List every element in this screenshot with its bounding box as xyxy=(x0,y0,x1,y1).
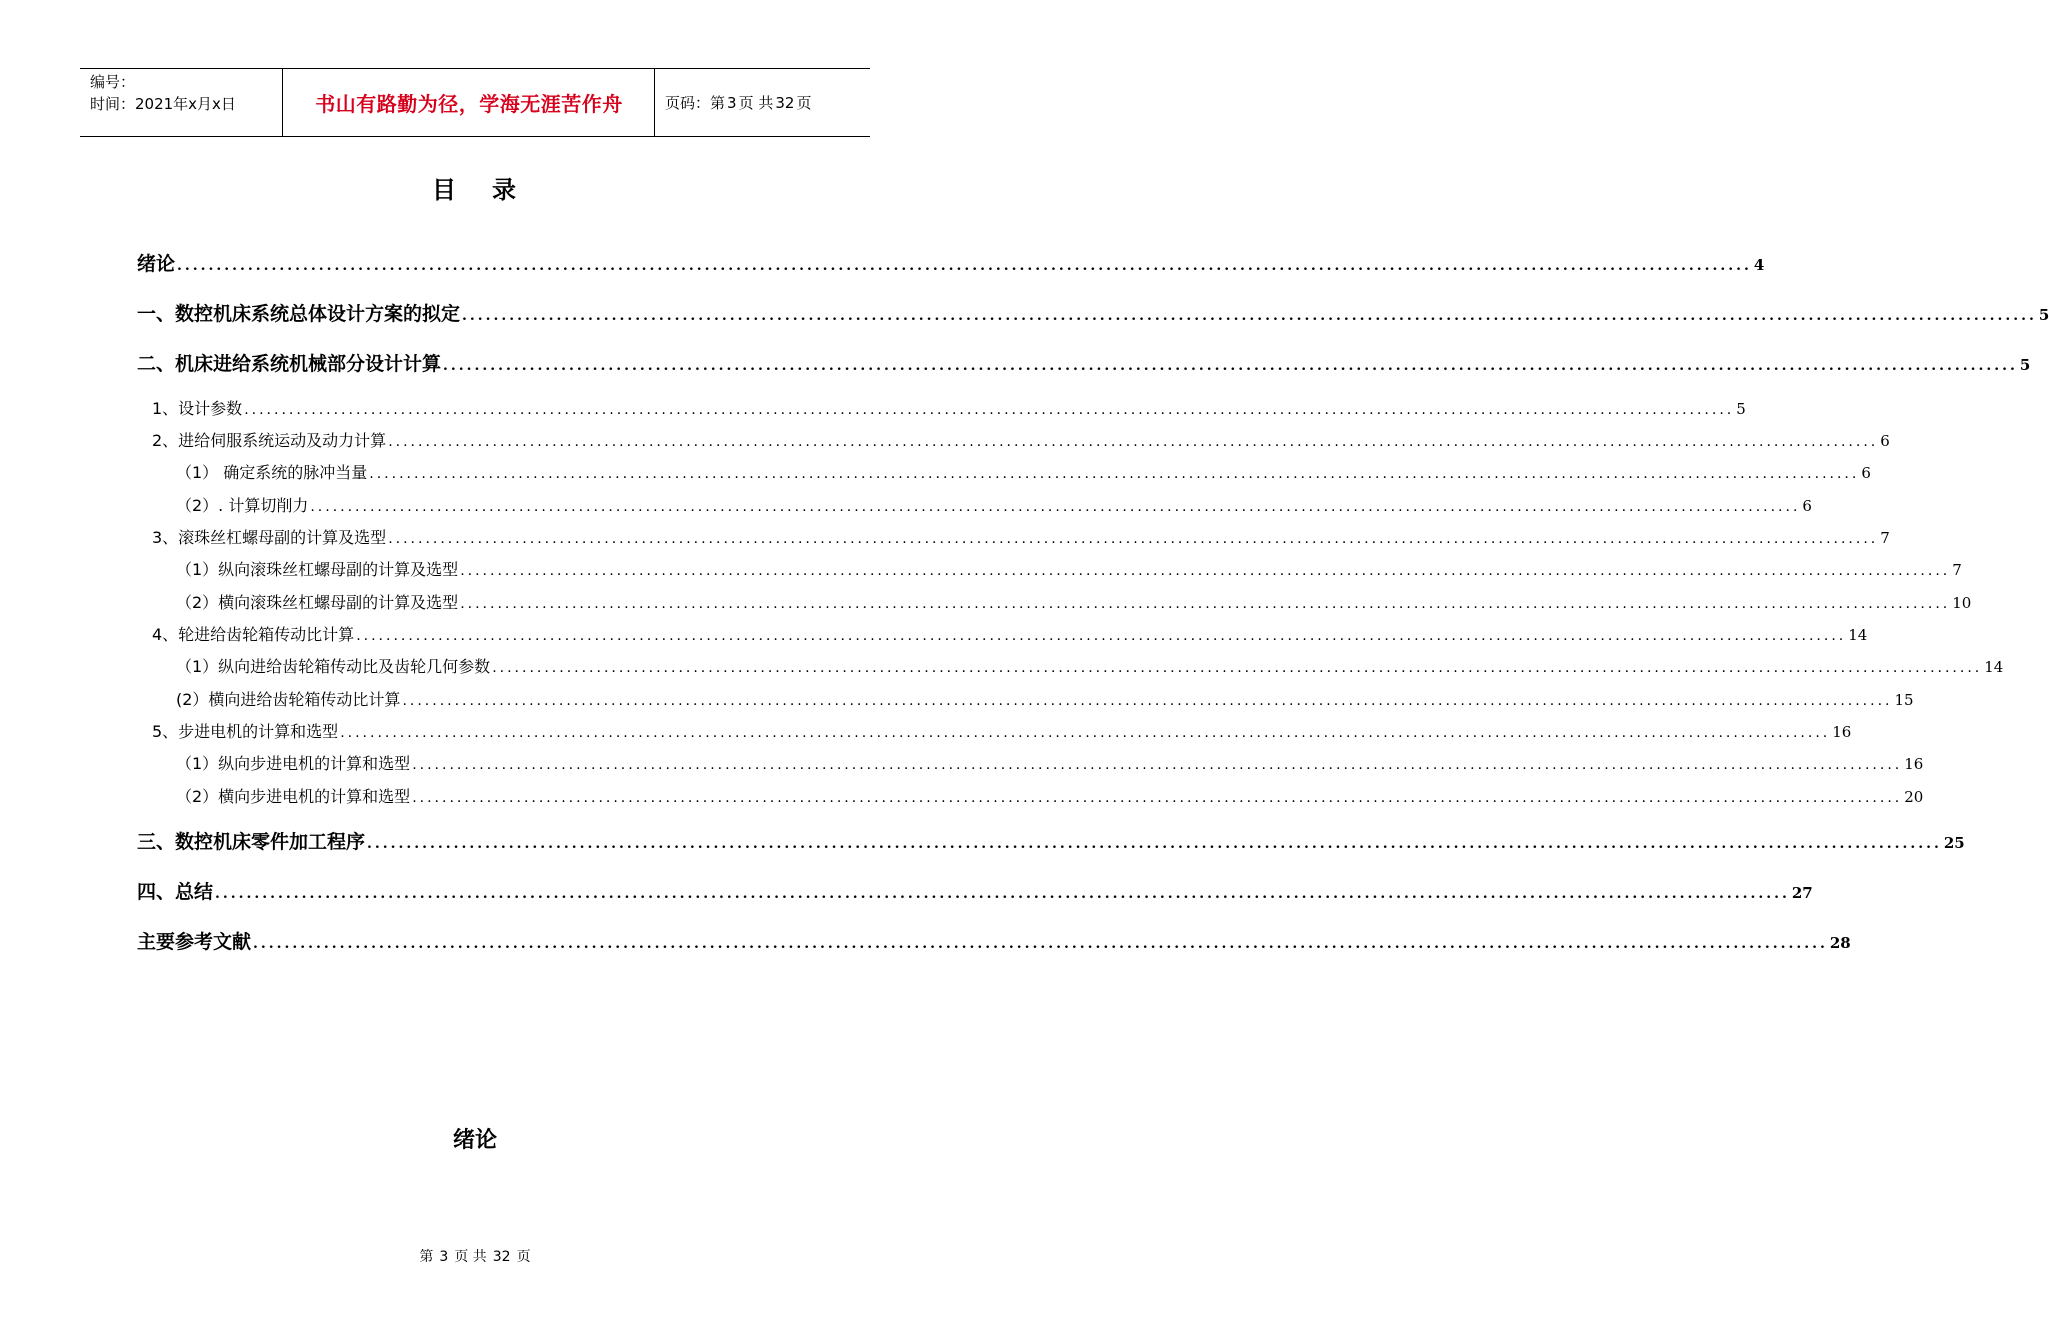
toc-entry-title: 2、进给伺服系统运动及动力计算 xyxy=(152,431,387,450)
toc-leader-dots: ........................................................................................................................................................................................................ xyxy=(443,358,2018,374)
toc-entry-page: 15 xyxy=(1894,691,1914,709)
toc-entry[interactable] xyxy=(176,493,1812,516)
header-page-indicator xyxy=(665,69,813,136)
toc-leader-dots: ........................................................................................................................................................................................................ xyxy=(460,596,1951,612)
header-divider xyxy=(654,69,655,136)
footer-mid: 页 共 xyxy=(454,1249,487,1265)
toc-entry-title: 3、滚珠丝杠螺母副的计算及选型 xyxy=(152,528,387,547)
toc-leader-dots: ........................................................................................................................................................................................................ xyxy=(492,660,1983,676)
toc-entry[interactable] xyxy=(137,249,1765,276)
header-divider xyxy=(282,69,283,136)
number-label: 编号： xyxy=(90,73,136,91)
toc-entry-title: 主要参考文献 xyxy=(137,931,252,953)
toc-entry[interactable] xyxy=(176,784,1924,807)
toc-entry-page: 14 xyxy=(1984,658,2004,676)
toc-entry-page: 20 xyxy=(1904,788,1924,806)
page-footer xyxy=(0,1246,950,1266)
toc-entry[interactable] xyxy=(137,349,2031,376)
toc-entry[interactable] xyxy=(152,428,1890,451)
toc-entry[interactable] xyxy=(152,396,1746,419)
toc-entry[interactable] xyxy=(152,525,1890,548)
toc-entry-page: 7 xyxy=(1880,529,1890,547)
toc-entry[interactable] xyxy=(137,299,2049,326)
toc-entry-page: 16 xyxy=(1904,755,1924,773)
toc-leader-dots: ........................................................................................................................................................................................................ xyxy=(412,757,1903,773)
toc-entry-page: 28 xyxy=(1829,934,1851,952)
toc-entry-page: 10 xyxy=(1952,594,1972,612)
toc-entry[interactable] xyxy=(152,622,1868,645)
toc-leader-dots: ........................................................................................................................................................................................................ xyxy=(215,886,1790,902)
toc-entry[interactable] xyxy=(137,877,1813,904)
toc-leader-dots: ........................................................................................................................................................................................................ xyxy=(412,790,1903,806)
toc-entry-title: （2）. 计算切削力 xyxy=(176,496,309,515)
toc-leader-dots: ........................................................................................................................................................................................................ xyxy=(462,308,2037,324)
footer-prefix: 第 xyxy=(419,1249,434,1265)
toc-entry-title: （1）纵向进给齿轮箱传动比及齿轮几何参数 xyxy=(176,657,491,676)
toc-leader-dots: ........................................................................................................................................................................................................ xyxy=(402,693,1893,709)
toc-entry-title: 5、步进电机的计算和选型 xyxy=(152,722,339,741)
toc-entry[interactable] xyxy=(152,719,1852,742)
toc-entry-page: 5 xyxy=(1736,400,1746,418)
toc-entry-title: 二、机床进给系统机械部分设计计算 xyxy=(137,353,442,375)
toc-entry-page: 27 xyxy=(1791,884,1813,902)
toc-entry[interactable] xyxy=(176,687,1914,710)
toc-leader-dots: ........................................................................................................................................................................................................ xyxy=(244,402,1735,418)
footer-suffix: 页 xyxy=(516,1249,531,1265)
toc-leader-dots: ........................................................................................................................................................................................................ xyxy=(253,936,1828,952)
toc-entry-title: （2）横向滚珠丝杠螺母副的计算及选型 xyxy=(176,593,459,612)
page-suffix: 页 xyxy=(796,94,812,112)
toc-entry[interactable] xyxy=(176,557,1962,580)
toc-leader-dots: ........................................................................................................................................................................................................ xyxy=(356,628,1847,644)
toc-entry[interactable] xyxy=(176,654,2004,677)
toc-entry-title: 绪论 xyxy=(137,253,176,275)
toc-entry[interactable] xyxy=(137,927,1851,954)
toc-entry-page: 6 xyxy=(1802,497,1812,515)
toc-entry-title: （1） 确定系统的脉冲当量 xyxy=(176,463,368,482)
toc-entry-page: 6 xyxy=(1861,464,1871,482)
toc-leader-dots: ........................................................................................................................................................................................................ xyxy=(177,258,1752,274)
toc-entry-page: 25 xyxy=(1943,834,1965,852)
toc-entry-title: （1）纵向步进电机的计算和选型 xyxy=(176,754,411,773)
page-current: 3 xyxy=(727,93,737,112)
toc-entry-title: 三、数控机床零件加工程序 xyxy=(137,831,366,853)
toc-entry-title: 4、轮进给齿轮箱传动比计算 xyxy=(152,625,355,644)
toc-leader-dots: ........................................................................................................................................................................................................ xyxy=(388,434,1879,450)
toc-title xyxy=(0,170,950,205)
toc-entry-page: 6 xyxy=(1880,432,1890,450)
toc-leader-dots: ........................................................................................................................................................................................................ xyxy=(369,466,1860,482)
toc-entry-page: 14 xyxy=(1848,626,1868,644)
toc-entry[interactable] xyxy=(176,590,1972,613)
toc-title-char: 目 xyxy=(432,176,458,204)
toc-entry-page: 16 xyxy=(1832,723,1852,741)
toc-leader-dots: ........................................................................................................................................................................................................ xyxy=(367,836,1942,852)
toc-entry-page: 5 xyxy=(2019,356,2031,374)
toc-leader-dots: ........................................................................................................................................................................................................ xyxy=(340,725,1831,741)
page-total: 32 xyxy=(775,93,795,112)
toc-leader-dots: ........................................................................................................................................................................................................ xyxy=(388,531,1879,547)
toc-entry-title: （1）纵向滚珠丝杠螺母副的计算及选型 xyxy=(176,560,459,579)
header-motto: 书山有路勤为径，学海无涯苦作舟 xyxy=(315,92,623,116)
toc-entry-title: （2）横向步进电机的计算和选型 xyxy=(176,787,411,806)
toc-entry-title: 四、总结 xyxy=(137,881,214,903)
page-prefix: 页码：第 xyxy=(665,94,726,112)
header-info xyxy=(90,71,236,115)
toc-leader-dots: ........................................................................................................................................................................................................ xyxy=(460,563,1951,579)
toc-entry[interactable] xyxy=(176,751,1924,774)
page-header xyxy=(80,68,870,137)
toc-leader-dots: ........................................................................................................................................................................................................ xyxy=(310,499,1801,515)
footer-current: 3 xyxy=(439,1249,449,1265)
toc-entry-page: 4 xyxy=(1753,256,1765,274)
toc-entry-page: 5 xyxy=(2038,306,2049,324)
toc-title-char: 录 xyxy=(492,176,518,204)
toc-entry-title: 一、数控机床系统总体设计方案的拟定 xyxy=(137,303,461,325)
date-label: 时间：2021年x月x日 xyxy=(90,95,236,113)
toc-entry-page: 7 xyxy=(1952,561,1962,579)
footer-total: 32 xyxy=(492,1249,511,1265)
toc-entry[interactable] xyxy=(176,460,1871,483)
toc-entry-title: (2）横向进给齿轮箱传动比计算 xyxy=(176,690,401,709)
section-heading: 绪论 xyxy=(452,1128,497,1153)
toc-entry-title: 1、设计参数 xyxy=(152,399,243,418)
toc-entry[interactable] xyxy=(137,827,1965,854)
page-mid: 页 共 xyxy=(738,94,774,112)
